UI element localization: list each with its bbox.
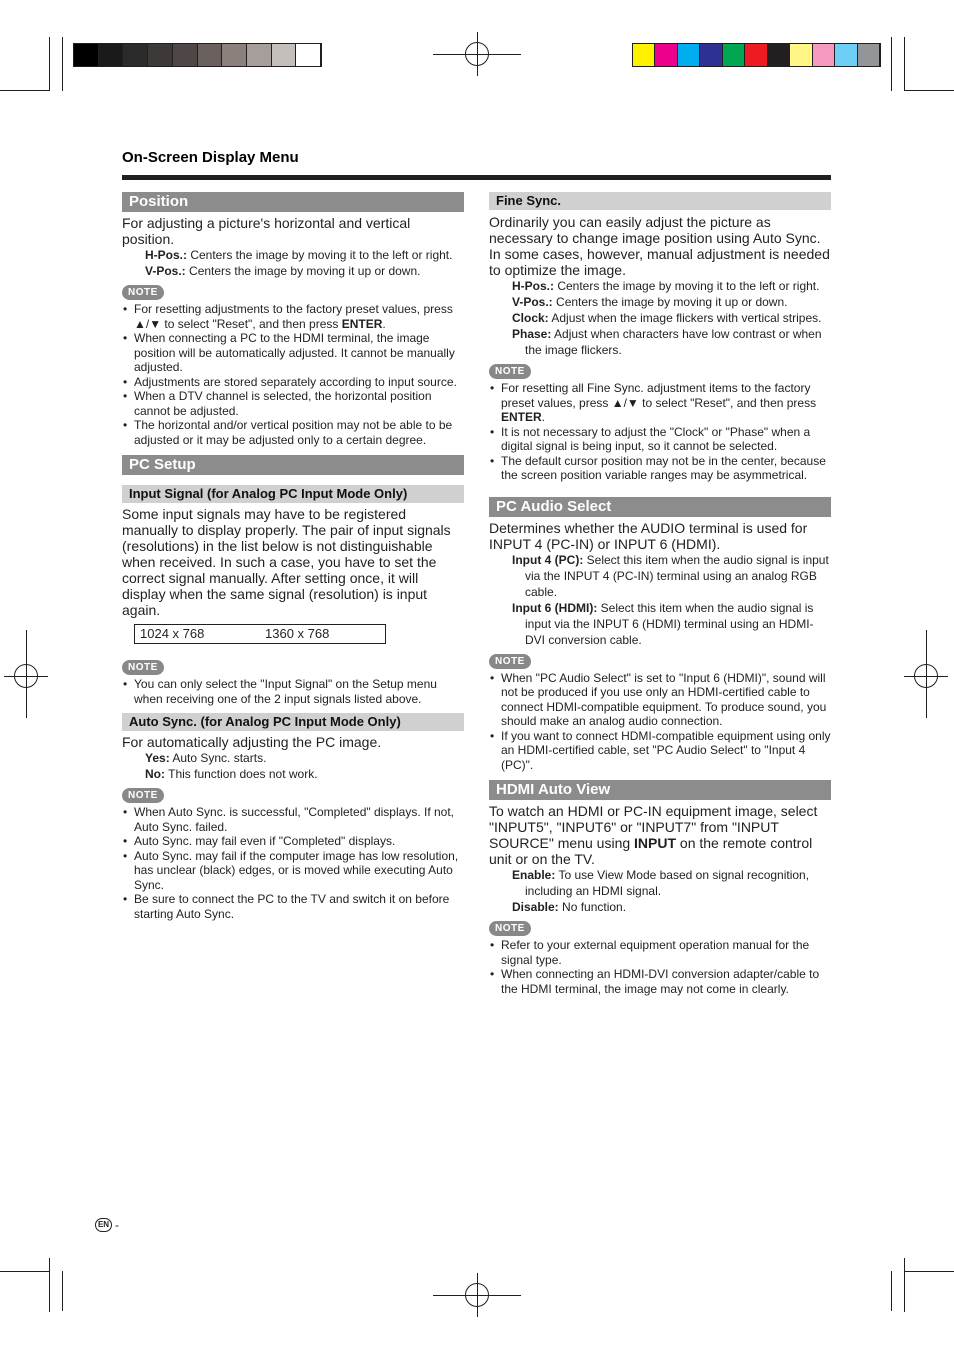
crop-mark: [62, 1271, 63, 1311]
list-item: • Auto Sync. may fail even if "Completed" displays.: [122, 834, 464, 849]
gray-swatch-strip: [73, 43, 322, 67]
note-badge: NOTE: [489, 364, 531, 379]
crop-mark: [0, 1271, 50, 1272]
color-swatch: [700, 44, 722, 66]
position-intro: For adjusting a picture's horizontal and vertical position.: [122, 215, 411, 247]
resolution-table: [134, 624, 386, 644]
color-swatch: [723, 44, 745, 66]
color-swatch: [633, 44, 655, 66]
definition-item: Yes: Auto Sync. starts.: [145, 751, 267, 765]
crop-mark: [891, 37, 892, 91]
list-item: • For resetting adjustments to the factory preset values, press ▲/▼ to select "Reset", and then press ENTER.: [122, 302, 464, 331]
list-item: • When Auto Sync. is successful, "Completed" displays. If not, Auto Sync. failed.: [122, 805, 464, 834]
note-list: [122, 805, 464, 921]
color-swatch: [198, 44, 223, 66]
resolution-cell: 1024 x 768: [140, 626, 205, 641]
language-badge: EN: [95, 1218, 112, 1232]
crop-mark: [26, 630, 27, 718]
list-item: • You can only select the "Input Signal" on the Setup menu when receiving one of the 2 input signals listed above.: [122, 677, 464, 706]
definition-item: V-Pos.: Centers the image by moving it up or down.: [512, 295, 788, 309]
list-item: • It is not necessary to adjust the "Clock" or "Phase" when a digital signal is being input, so it cannot be selected.: [489, 425, 831, 454]
crop-mark: [904, 90, 954, 91]
color-swatch: [813, 44, 835, 66]
note-list: [122, 302, 464, 447]
subsection-title-fine-sync: Fine Sync.: [489, 192, 831, 210]
header-rule: [122, 175, 831, 180]
crop-mark: [0, 90, 50, 91]
crop-mark: [891, 1271, 892, 1311]
resolution-cell: 1360 x 768: [265, 626, 330, 641]
crop-mark: [477, 1273, 478, 1317]
note-list: [122, 677, 464, 706]
list-item: • Be sure to connect the PC to the TV and switch it on before starting Auto Sync.: [122, 892, 464, 921]
note-list: [489, 381, 831, 483]
list-item: • The horizontal and/or vertical position may not be able to be adjusted or it may be adjusted only to a certain degree.: [122, 418, 464, 447]
color-swatch: [173, 44, 198, 66]
definition-item: H-Pos.: Centers the image by moving it to the left or right.: [512, 279, 820, 293]
color-swatch: [74, 44, 99, 66]
list-item: • Refer to your external equipment operation manual for the signal type.: [489, 938, 831, 967]
crop-mark: [926, 630, 927, 718]
crop-mark: [904, 1271, 954, 1272]
crop-mark: [62, 37, 63, 91]
color-swatch: [768, 44, 790, 66]
list-item: • If you want to connect HDMI-compatible equipment using only an HDMI-certified cable, set "PC Audio Select" to "Input 4 (PC)".: [489, 729, 831, 773]
definition-item: V-Pos.: Centers the image by moving it up or down.: [145, 264, 421, 278]
crop-mark: [49, 37, 50, 91]
note-list: [489, 938, 831, 996]
color-swatch: [655, 44, 677, 66]
definition-item: No: This function does not work.: [145, 767, 318, 781]
color-swatch: [272, 44, 297, 66]
note-badge: NOTE: [122, 285, 164, 300]
page-footer: [95, 1218, 119, 1232]
note-badge: NOTE: [122, 660, 164, 675]
color-swatch: [222, 44, 247, 66]
color-swatch: [296, 44, 321, 66]
color-swatch-strip: [632, 43, 881, 67]
definition-item: Phase: Adjust when characters have low contrast or when the image flickers.: [512, 327, 822, 357]
note-list: [489, 671, 831, 773]
fine-sync-body: Ordinarily you can easily adjust the picture as necessary to change image position using Auto Sync. In some cases, however, manual adjustment is needed to optimize the image.: [489, 214, 830, 278]
left-column: [122, 192, 464, 921]
definition-item: Input 6 (HDMI): Select this item when the audio signal is input via the INPUT 6 (HDMI) terminal using an HDMI-DVI conversion cable.: [512, 600, 814, 647]
color-swatch: [123, 44, 148, 66]
subsection-title-auto-sync: Auto Sync. (for Analog PC Input Mode Only): [122, 713, 464, 731]
note-badge: NOTE: [489, 654, 531, 669]
list-item: • When "PC Audio Select" is set to "Input 6 (HDMI)", sound will not be produced if you use only an HDMI-certified cable to connect HDMI-compatible equipment. To produce sound, you should make an analog audio connection.: [489, 671, 831, 729]
color-swatch: [745, 44, 767, 66]
section-title-pc-setup: PC Setup: [122, 455, 464, 475]
definition-item: Enable: To use View Mode based on signal recognition, including an HDMI signal.: [512, 868, 810, 898]
list-item: • Auto Sync. may fail if the computer image has low resolution, has unclear (black) edges, or is moved while executing Auto Sync.: [122, 849, 464, 893]
definition-item: Disable: No function.: [512, 900, 627, 914]
section-title-hdmi-auto-view: HDMI Auto View: [489, 780, 831, 800]
color-swatch: [148, 44, 173, 66]
page-number-dash: -: [115, 1218, 119, 1232]
list-item: • Adjustments are stored separately according to input source.: [122, 375, 464, 390]
pc-audio-body: Determines whether the AUDIO terminal is used for INPUT 4 (PC-IN) or INPUT 6 (HDMI).: [489, 519, 808, 552]
section-title-pc-audio-select: PC Audio Select: [489, 497, 831, 517]
crop-mark: [904, 37, 905, 91]
note-badge: NOTE: [122, 788, 164, 803]
list-item: • The default cursor position may not be in the center, because the screen position variable ranges may be asymmetrical.: [489, 454, 831, 483]
color-swatch: [835, 44, 857, 66]
definition-item: Clock: Adjust when the image flickers with vertical stripes.: [512, 311, 822, 325]
auto-sync-intro: For automatically adjusting the PC image.: [122, 734, 382, 750]
crop-mark: [477, 32, 478, 76]
crop-mark: [904, 1258, 905, 1312]
list-item: • When connecting an HDMI-DVI conversion adapter/cable to the HDMI terminal, the image may not come in clearly.: [489, 967, 831, 996]
color-swatch: [790, 44, 812, 66]
input-signal-body: Some input signals may have to be registered manually to display properly. The pair of input signals (resolutions) in the list below is not distinguishable when received. In such a case, you have to set the correct signal manually. After setting once, it will display when the same signal (resolution) is input again.: [122, 506, 451, 618]
definition-item: H-Pos.: Centers the image by moving it to the left or right.: [145, 248, 453, 262]
list-item: • For resetting all Fine Sync. adjustment items to the factory preset values, press ▲/▼ to select "Reset", and then press ENTER.: [489, 381, 831, 425]
hdmi-auto-body: To watch an HDMI or PC-IN equipment image, select "INPUT5", "INPUT6" or "INPUT7" from "INPUT SOURCE" menu using INPUT on the remote control unit or on the TV.: [489, 803, 818, 867]
section-title-position: Position: [122, 192, 464, 212]
color-swatch: [858, 44, 880, 66]
page-header: On-Screen Display Menu: [122, 149, 299, 166]
color-swatch: [99, 44, 124, 66]
list-item: • When connecting a PC to the HDMI terminal, the image position will be automatically adjusted. It cannot be manually adjusted.: [122, 331, 464, 375]
definition-item: Input 4 (PC): Select this item when the audio signal is input via the INPUT 4 (PC-IN) terminal using an analog RGB cable.: [512, 552, 829, 599]
crop-mark: [49, 1258, 50, 1312]
list-item: • When a DTV channel is selected, the horizontal position cannot be adjusted.: [122, 389, 464, 418]
color-swatch: [678, 44, 700, 66]
color-swatch: [247, 44, 272, 66]
right-column: [489, 192, 831, 996]
subsection-title-input-signal: Input Signal (for Analog PC Input Mode Only): [122, 485, 464, 503]
note-badge: NOTE: [489, 921, 531, 936]
